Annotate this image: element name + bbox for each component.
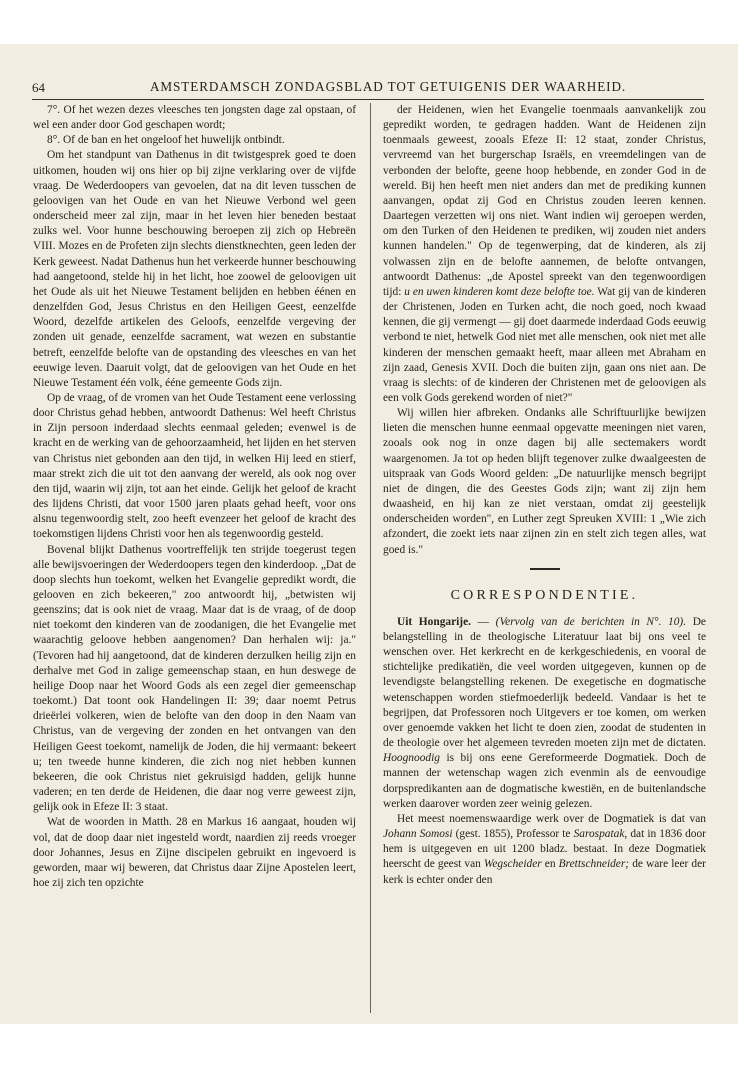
paragraph: Op de vraag, of de vromen van het Oude Testament eene verlossing door Christus gehad hebben, antwoordt Dathenus: Wel heeft Christus in Zijn persoon inderdaad slechts eenmaal geleden; evenwel is de kracht en de werking van de gehoorzaamheid, het lijden en het sterven van Christus niet gebonden aan den tijd, in welken Hij leed en stierf, maar strekt zich die uit tot den aanvang der wereld, als ook nog over den tijd, waarin wij zijn, tot aan het einde. Gelijk het geloof de kracht des lijdens Christi, dat voor 1500 jaren plaats gehad heeft, voor ons alsnu tegenwoordig stelt, zoo heeft evenzeer het geloof de kracht des toekomstigen lijdens Christi voor hen als tegenwoordig gesteld. bbox=[33, 391, 356, 541]
paragraph: 7°. Of het wezen dezes vleesches ten jongsten dage zal opstaan, of wel een ander door God geschapen wordt; bbox=[33, 104, 356, 132]
correspondence-paragraph bbox=[383, 615, 706, 812]
newspaper-page bbox=[0, 44, 738, 1024]
right-column bbox=[383, 103, 706, 888]
dateline: Uit Hongarije. bbox=[397, 615, 472, 628]
reference: (Vervolg van de berichten in N°. 10). bbox=[495, 615, 687, 628]
running-title: AMSTERDAMSCH ZONDAGSBLAD TOT GETUIGENIS DER WAARHEID. bbox=[150, 79, 627, 94]
person-name: Brettschneider; bbox=[558, 858, 630, 871]
header-rule bbox=[32, 99, 704, 100]
section-heading: CORRESPONDENTIE. bbox=[450, 587, 639, 603]
text-run: en bbox=[544, 858, 556, 871]
author-name: Johann Somosi bbox=[383, 828, 453, 841]
section-separator bbox=[530, 568, 560, 570]
paragraph: 8°. Of de ban en het ongeloof het huwelijk ontbindt. bbox=[47, 134, 285, 147]
text-run: (gest. 1855), Professor te bbox=[455, 828, 571, 841]
text-run: de ware leer der kerk is echter onder den bbox=[383, 858, 706, 886]
dash: — bbox=[471, 615, 496, 628]
italic-quote: u en uwen kinderen komt deze belofte toe. bbox=[404, 285, 595, 298]
emphasis: Hoognoodig bbox=[383, 752, 440, 765]
paragraph bbox=[383, 103, 706, 406]
text-run: Het meest noemenswaardige werk over de Dogmatiek is dat van bbox=[397, 812, 706, 825]
place-name: Sarospatak bbox=[573, 828, 625, 841]
person-name: Wegscheider bbox=[483, 858, 542, 871]
text-run: der Heidenen, wien het Evangelie toenmaals aanvankelijk zou gepredikt worden, te gedragen hadden. Want de Heidenen zijn toenmaals geweest, zooals Efeze II: 12 staat, zonder Christus, vervreemd van het burgerschap Israëls, en vreemdelingen van de verbonden der belofte, geene hoop hebbende, en zonder God in de wereld. Bij hen heeft men niet anders dan met de prediking kunnen aanvangen, opdat zij God en Christus zouden leeren kennen. Daartegen verzetten wij ons niet. Want indien wij geroepen werden, om den Turken of den Heidenen te prediken, wij zouden niet anders kunnen handelen." Op de tegenwerping, dat de kinderen, als zij volwassen zijn en de belofte aannemen, de belofte ontvangen, antwoordt Dathenus: „de Apostel spreekt van den tegenwoordigen tijd: bbox=[383, 104, 706, 298]
left-column bbox=[33, 103, 356, 891]
paragraph: Wij willen hier afbreken. Ondanks alle Schriftuurlijke bewijzen lieten die menschen hunne eenmaal opgevatte meeningen niet varen, zooals ook nog in onze dagen bij alle sectemakers wordt waargenomen. Ja tot op heden blijft tegenover zulke dwaalgeesten de uitspraak van Gods Woord gelden: „De natuurlijke mensch begrijpt niet de dingen, die des Geestes Gods zijn; want zij zijn hem dwaasheid, en hij kan ze niet verstaan, omdat zij geestelijk onderscheiden worden", en Luther zegt Spreuken XVIII: 1 „Wie zich afzondert, die zoekt iets naar zijnen zin en stelt zich tegen alles, wat goed is." bbox=[383, 407, 706, 556]
paragraph: Bovenal blijkt Dathenus voortreffelijk ten strijde toegerust tegen alle bewijsvoeringen der Wederdoopers tegen den kinderdoop. „Dat de doop slechts hun toekomt, welken het Evangelie gepredikt wordt, die gelooven en zich bekeeren," zoo antwoordt hij, „betwisten wij geenszins; dat is ook niet de vraag. Maar dat is de vraag, of de doop niet toekomt den kinderen van de zoodanigen, die het Evangelie met waarachtig geloove hebben aangenomen? Dan herhalen wij: ja." (Tevoren had hij aangetoond, dat de kinderen derzulken heilig zijn en derhalve met God in zalige gemeenschap staan, en hun deswege de heilige Doop naar het Woord Gods als een zegel dier gemeenschap toekomt.) Dat toont ook Handelingen II: 39; daar noemt Petrus drieërlei volkeren, wien de belofte van den doop in den Naam van Christus, van de vergeving der zonden en het ontvangen van den Heiligen Geest toekomt, namelijk de Joden, die hij vermaant: bekeert u; ten tweede hunne kinderen, die zich nog niet hebben kunnen bekeeren, die ook Christus niet gekruisigd hadden, gelijk hunne vaderen; en ten derde de Heidenen, die daar nog verre geweest zijn, gelijk ook in Efeze II: 3 staat. bbox=[33, 543, 356, 814]
column-divider bbox=[370, 103, 371, 1013]
paragraph: Om het standpunt van Dathenus in dit twistgesprek goed te doen uitkomen, houden wij ons hier op bij zijne verklaring over de vijfde vraag. De Wederdoopers van gevoelen, dat na dit leven tusschen de geloovigen van het Oude en van het Nieuwe Verbond wel geen onderscheid meer zal zijn, maar in het leven hier beneden bestaat zulks wel. Voor hunne beschouwing beroepen zij zich op Hebreën VIII. Mozes en de Profeten zijn slechts dienstknechten, geen leden der Kerk geweest. Nadat Dathenus hun het verkeerde hunner beschouwing had aangetoond, stelde hij in het licht, hoe zoowel de geloovigen uit het Oude als uit het Nieuwe Testament belijden en hebben éénen en denzelfden God, Jesus Christus en den Heiligen Geest, eenzelfde Woord, dezelfde artikelen des Geloofs, eenzelfde vergeving der zonden uit genade, eenzelfde sacrament, wat wezen en substantie betreft, eenzelfde belofte van de opstanding des vleesches en van het eeuwige leven. Daaruit volgt, dat de geloovigen van het Oude en het Nieuwe Testament één volk, ééne gemeente Gods zijn. bbox=[33, 149, 356, 389]
text-run: is bij ons eene Gereformeerde Dogmatiek. Doch de mannen der wetenschap wagen zich evenmin als de eenvoudige dorpspredikanten aan de dogmatische kwestiën, en de buitenlandsche werken daarover worden zeer weinig gelezen. bbox=[383, 752, 706, 810]
page-number: 64 bbox=[32, 80, 45, 95]
paragraph bbox=[383, 812, 706, 888]
text-run: De belangstelling in de theologische Literatuur laat bij ons veel te wenschen over. Het kerkrecht en de kerkgeschiedenis, en vooral de stichtelijke predikatiën, die veel worden uitgegeven, kunnen op de levendigste belangstelling rekenen. De exegetische en dogmatische wetenschappen worden stiefmoederlijk bedeeld. Vandaar is het te begrijpen, dat Professoren noch Uitgevers er toe komen, om werken over genoemde vakken het licht te doen zien, zoodat de studenten in de theologie over het algemeen tevreden moeten zijn met de dictaten. bbox=[383, 615, 706, 750]
paragraph: Wat de woorden in Matth. 28 en Markus 16 aangaat, houden wij vol, dat de doop daar niet ingesteld wordt, naardien zij reeds vroeger door Johannes, Jesus en Zijne discipelen gebruikt en ingevoerd is geworden, maar wij beweren, dat Christus daar Zijne Apostelen leert, hoe zij zich ten opzichte bbox=[33, 816, 356, 889]
text-run: Wat gij van de kinderen der Christenen, Joden en Turken acht, die noch goed, noch kwaad kennen, die gij vermengt — gij doet daarmede inderdaad Gods eeuwig verbond te niet, hetwelk God niet met alle menschen, ook niet met alle kinderen der menschen gemaakt heeft, maar alleen met Abraham en zijn zaad, Genesis XVII. Doch die buiten zijn, gaan ons niet aan. De vraag is slechts: of de kinderen der Christenen met de geloovigen als een volk Gods gerekend worden of niet?" bbox=[383, 285, 706, 404]
text-run: , dat in 1836 door hem is uitgegeven en uit 1200 bladz. bestaat. In deze Dogmatiek heerscht de geest van bbox=[383, 828, 706, 871]
